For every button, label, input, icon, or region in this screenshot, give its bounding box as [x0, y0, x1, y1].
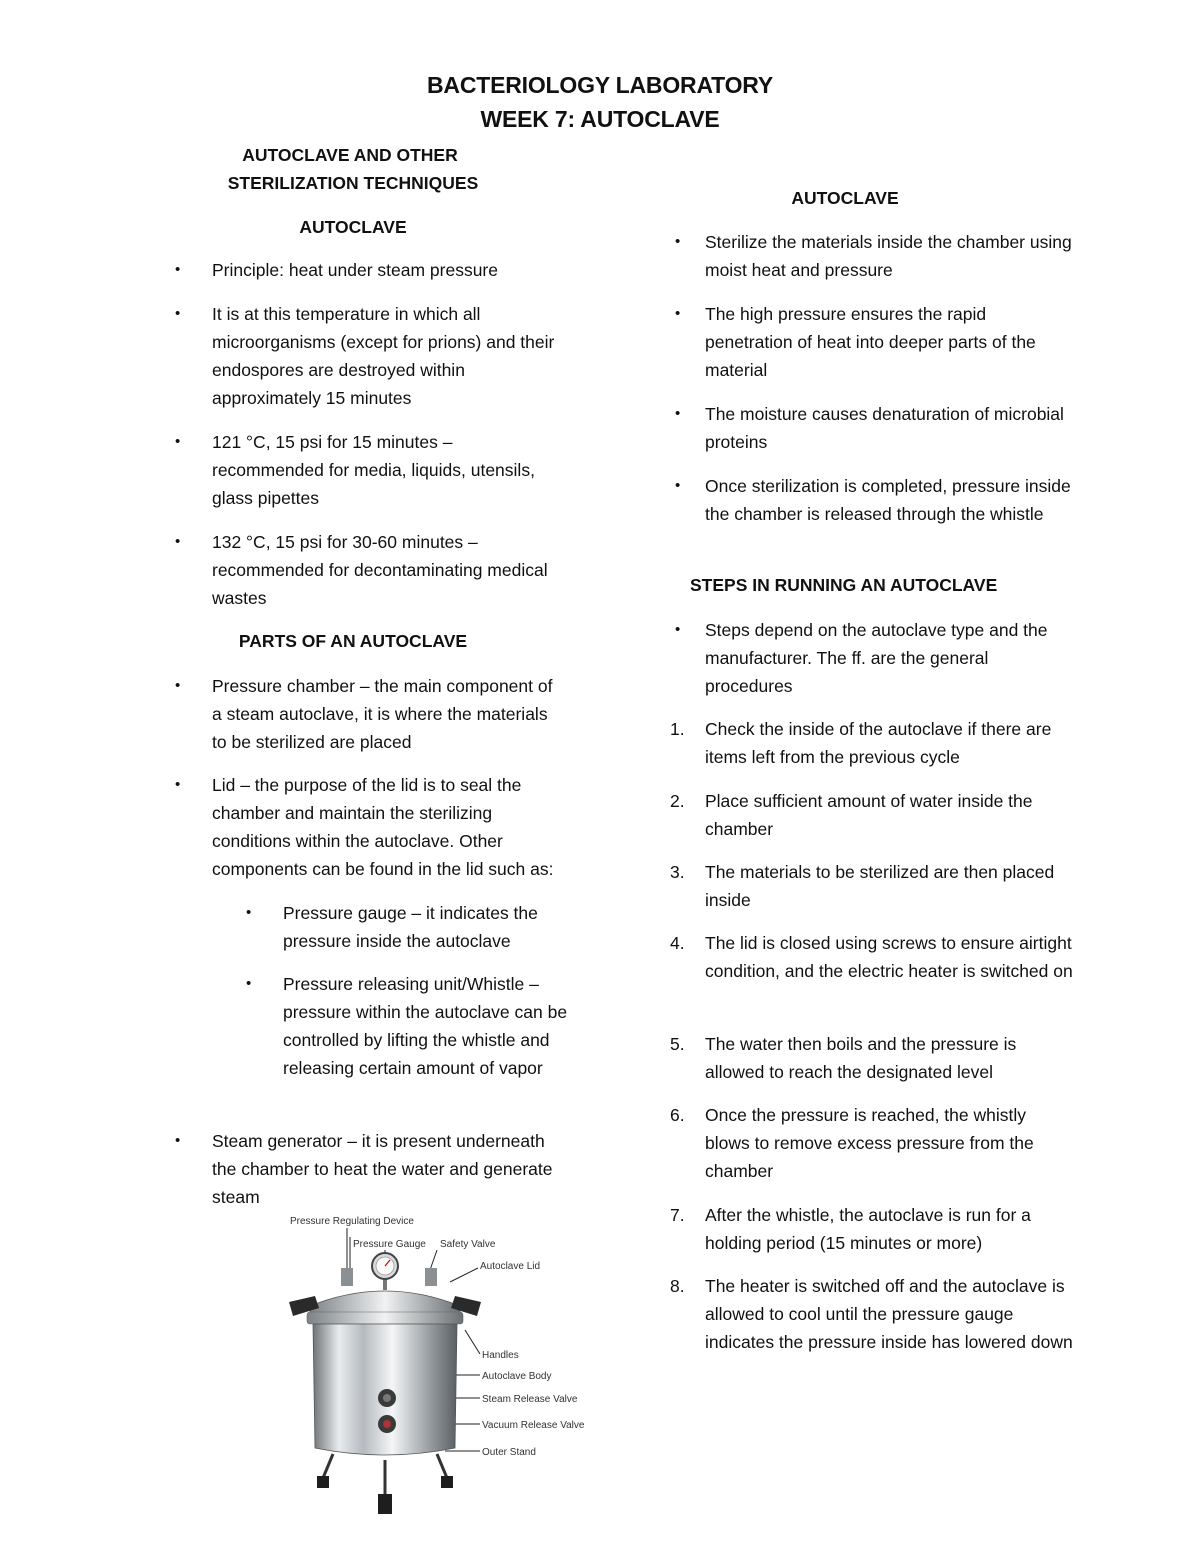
bullet-marker: •: [175, 1132, 181, 1149]
bullet-text: Once sterilization is completed, pressure inside the chamber is released through the whistle: [705, 476, 1071, 524]
bullet-text: Lid – the purpose of the lid is to seal the chamber and maintain the sterilizing conditions within the autoclave. Other components can be found in the lid such as:: [212, 775, 554, 879]
autoclave-lid: [310, 1291, 460, 1314]
autoclave-diagram: [275, 1210, 605, 1525]
step-text: Check the inside of the autoclave if there are items left from the previous cycle: [705, 719, 1052, 767]
sub-list-item: [246, 899, 568, 955]
bullet-marker: •: [175, 261, 181, 278]
list-item: [175, 672, 567, 756]
step-text: The heater is switched off and the autoclave is allowed to cool until the pressure gauge indicates the pressure inside has lowered down: [705, 1276, 1073, 1352]
step-item: [670, 1030, 1075, 1086]
bullet-marker: •: [675, 405, 681, 422]
step-text: The materials to be sterilized are then placed inside: [705, 862, 1055, 910]
bullet-text: The high pressure ensures the rapid penetration of heat into deeper parts of the material: [705, 304, 1036, 380]
outer-stand: [323, 1454, 447, 1496]
list-item: [675, 616, 1075, 700]
list-item: [175, 256, 572, 284]
bullet-text: Sterilize the materials inside the chamber using moist heat and pressure: [705, 232, 1072, 280]
bullet-marker: •: [175, 433, 181, 450]
safety-valve-fitting: [425, 1268, 437, 1286]
step-text: After the whistle, the autoclave is run for a holding period (15 minutes or more): [705, 1205, 1031, 1253]
page-subtitle: WEEK 7: AUTOCLAVE: [480, 106, 720, 132]
step-number: 5.: [670, 1034, 685, 1054]
step-text: The lid is closed using screws to ensure airtight condition, and the electric heater is switched on: [705, 933, 1073, 981]
steps-heading: STEPS IN RUNNING AN AUTOCLAVE: [690, 575, 998, 595]
step-text: The water then boils and the pressure is allowed to reach the designated level: [705, 1034, 1017, 1082]
step-number: 4.: [670, 933, 685, 953]
label-vacuum-release-valve: Vacuum Release Valve: [482, 1420, 585, 1431]
label-steam-release-valve: Steam Release Valve: [482, 1394, 578, 1405]
label-handles: Handles: [482, 1350, 519, 1361]
step-number: 7.: [670, 1205, 685, 1225]
step-number: 3.: [670, 862, 685, 882]
step-number: 8.: [670, 1276, 685, 1296]
step-item: [670, 1201, 1075, 1257]
label-outer-stand: Outer Stand: [482, 1447, 536, 1458]
label-pressure-regulating-device: Pressure Regulating Device: [290, 1216, 414, 1227]
step-item: [670, 858, 1075, 914]
bullet-marker: •: [675, 305, 681, 322]
bullet-marker: •: [675, 621, 681, 638]
step-item: [670, 929, 1075, 985]
step-number: 2.: [670, 791, 685, 811]
bullet-marker: •: [246, 975, 252, 992]
step-item: [670, 715, 1075, 771]
list-item: [675, 300, 1075, 384]
bullet-text: It is at this temperature in which all microorganisms (except for prions) and their endospores are destroyed within approximately 15 minutes: [212, 304, 555, 408]
list-item: [675, 400, 1075, 456]
bullet-text: 121 °C, 15 psi for 15 minutes – recommended for media, liquids, utensils, glass pipettes: [212, 432, 535, 508]
bullet-text: Pressure releasing unit/Whistle – pressure within the autoclave can be controlled by lifting the whistle and releasing certain amount of vapor: [283, 974, 568, 1078]
bullet-text: The moisture causes denaturation of microbial proteins: [705, 404, 1064, 452]
label-autoclave-lid: Autoclave Lid: [480, 1261, 541, 1272]
step-number: 1.: [670, 719, 685, 739]
step-item: [670, 1101, 1075, 1185]
bullet-marker: •: [175, 305, 181, 322]
step-text: Once the pressure is reached, the whistly blows to remove excess pressure from the chamber: [705, 1105, 1034, 1181]
autoclave-heading-right: AUTOCLAVE: [791, 188, 899, 208]
label-pressure-gauge: Pressure Gauge: [353, 1239, 426, 1250]
step-item: [670, 787, 1075, 843]
bullet-text: Pressure chamber – the main component of a steam autoclave, it is where the materials to be sterilized are placed: [212, 676, 553, 752]
bullet-marker: •: [175, 776, 181, 793]
label-safety-valve: Safety Valve: [440, 1239, 496, 1250]
bullet-text: Steam generator – it is present underneath the chamber to heat the water and generate steam: [212, 1131, 553, 1207]
list-item: [175, 1127, 572, 1211]
list-item: [675, 228, 1075, 284]
list-item: [175, 771, 570, 883]
bullet-marker: •: [246, 904, 252, 921]
list-item: [175, 528, 557, 612]
section-heading-line2: STERILIZATION TECHNIQUES: [227, 173, 479, 193]
bullet-text: Pressure gauge – it indicates the pressure inside the autoclave: [283, 903, 538, 951]
page-title: BACTERIOLOGY LABORATORY: [427, 72, 773, 98]
step-text: Place sufficient amount of water inside the chamber: [705, 791, 1033, 839]
step-number: 6.: [670, 1105, 685, 1125]
autoclave-heading-left: AUTOCLAVE: [299, 217, 407, 237]
section-heading-line1: AUTOCLAVE AND OTHER: [242, 145, 458, 165]
label-autoclave-body: Autoclave Body: [482, 1371, 552, 1382]
bullet-marker: •: [175, 533, 181, 550]
sub-list-item: [246, 970, 568, 1082]
list-item: [175, 300, 572, 412]
bullet-text: 132 °C, 15 psi for 30-60 minutes – recommended for decontaminating medical wastes: [212, 532, 548, 608]
bullet-marker: •: [675, 477, 681, 494]
step-item: [670, 1272, 1075, 1356]
bullet-marker: •: [175, 677, 181, 694]
pressure-regulator-fitting: [341, 1268, 353, 1286]
bullet-marker: •: [675, 233, 681, 250]
list-item: [175, 428, 552, 512]
list-item: [675, 472, 1075, 528]
parts-heading: PARTS OF AN AUTOCLAVE: [238, 631, 468, 651]
bullet-text: Principle: heat under steam pressure: [212, 260, 498, 280]
bullet-text: Steps depend on the autoclave type and the manufacturer. The ff. are the general procedures: [705, 620, 1048, 696]
